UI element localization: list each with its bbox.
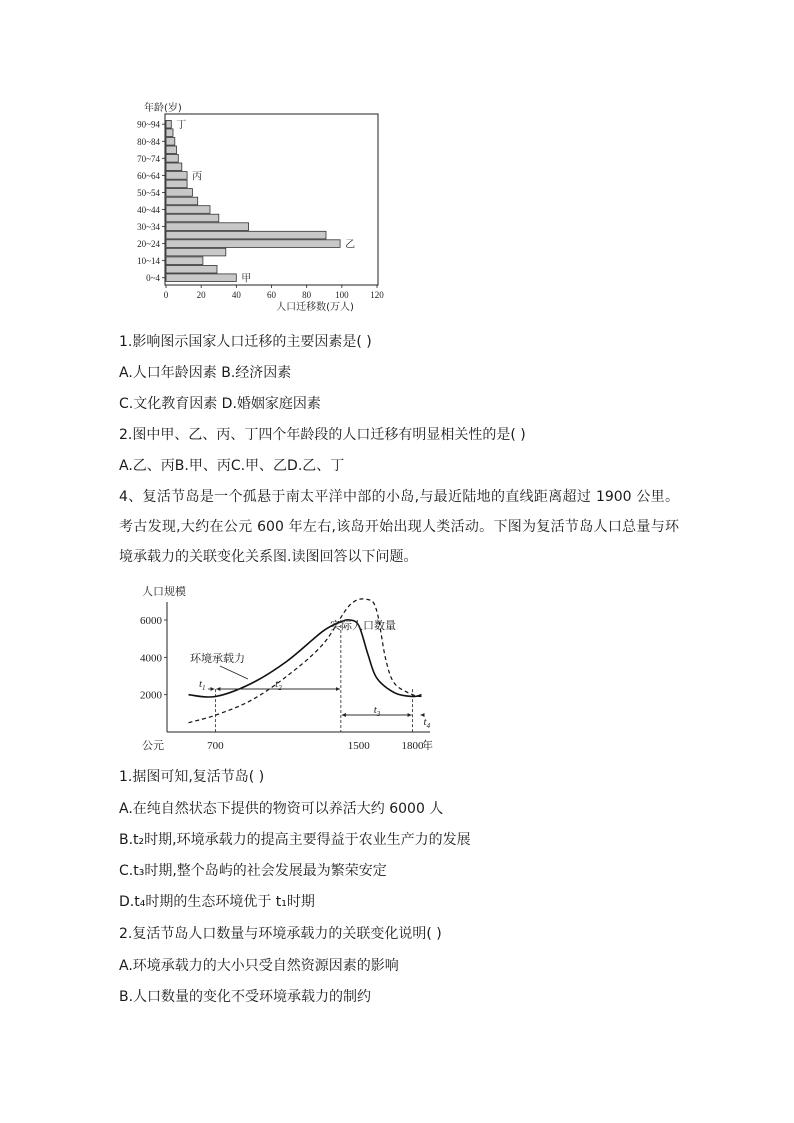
bar-20~24 xyxy=(166,240,340,248)
series-label-leader xyxy=(220,666,248,679)
period-label-t2: $t_2$ xyxy=(275,678,282,692)
bar-5~9 xyxy=(166,265,217,273)
x-tick-label: 700 xyxy=(207,740,224,752)
carrying-capacity-chart xyxy=(140,582,440,754)
bar-0~4 xyxy=(166,274,236,282)
y-tick-label: 2000 xyxy=(140,689,162,702)
bar-35~39 xyxy=(166,214,219,222)
bar-45~49 xyxy=(166,197,198,205)
question-4-2: 2.复活节岛人口数量与环境承载力的关联变化说明( ) xyxy=(119,926,442,942)
question-4-1: 1.据图可知,复活节岛( ) xyxy=(119,769,265,785)
y-tick-label: 30~34 xyxy=(137,222,160,233)
bar-40~44 xyxy=(166,206,210,214)
annotation-丁: 丁 xyxy=(176,120,187,132)
y-tick-label: 60~64 xyxy=(137,170,160,181)
question-1: 1.影响图示国家人口迁移的主要因素是( ) xyxy=(119,334,372,350)
x-tick-label: 120 xyxy=(370,290,384,300)
y-tick-label: 80~84 xyxy=(137,136,160,147)
period-label-t3: $t_3$ xyxy=(373,704,381,718)
y-tick-label: 90~94 xyxy=(137,119,160,130)
x-tick-label: 40 xyxy=(231,290,241,300)
x-tick-label: 100 xyxy=(335,290,349,300)
bar-25~29 xyxy=(166,231,326,239)
series-label-carrying-capacity: 环境承载力 xyxy=(190,652,245,665)
x-tick-label: 0 xyxy=(163,290,169,300)
question-2-options: A.乙、丙B.甲、丙C.甲、乙D.乙、丁 xyxy=(119,458,345,474)
bar-50~54 xyxy=(166,189,192,197)
bar-85~89 xyxy=(166,129,173,137)
annotation-甲: 甲 xyxy=(241,273,252,285)
question-2: 2.图中甲、乙、丙、丁四个年龄段的人口迁移有明显相关性的是( ) xyxy=(119,427,526,443)
period-label-t4: $t_4$ xyxy=(423,716,431,730)
y-tick-label: 0~4 xyxy=(146,273,160,284)
x-tick-label: 1800 xyxy=(401,740,424,752)
bar-55~59 xyxy=(166,180,187,188)
x-tick-label: 1500 xyxy=(347,740,370,752)
question-4-1-option-a: A.在纯自然状态下提供的物资可以养活大约 6000 人 xyxy=(119,801,444,817)
y-tick-label: 70~74 xyxy=(137,153,160,164)
y-tick-label: 50~54 xyxy=(137,187,160,198)
question-4-2-option-a: A.环境承载力的大小只受自然资源因素的影响 xyxy=(119,958,399,974)
chart1-ylabel: 年龄(岁) xyxy=(144,103,182,114)
question-1-options-ab: A.人口年龄因素 B.经济因素 xyxy=(119,365,292,381)
bar-65~69 xyxy=(166,163,182,171)
bar-10~14 xyxy=(166,257,203,265)
bar-30~34 xyxy=(166,223,249,231)
y-tick-label: 6000 xyxy=(140,615,162,627)
chart2-origin-label: 公元 xyxy=(142,739,164,752)
period-label-t1: $t_1$ xyxy=(198,678,206,692)
question-4-intro: 4、复活节岛是一个孤悬于南太平洋中部的小岛,与最近陆地的直线距离超过 1900 公里。考古发现,大约在公元 600 年左右,该岛开始出现人类活动。下图为复活节岛人口总量与环境承载力的关联变化关系图.读图回答以下问题。 xyxy=(119,489,679,565)
bar-60~64 xyxy=(166,172,187,180)
annotation-丙: 丙 xyxy=(192,171,203,183)
bar-15~19 xyxy=(166,248,226,256)
carrying-capacity-chart-svg xyxy=(140,582,440,754)
annotation-乙: 乙 xyxy=(345,239,356,251)
bar-70~74 xyxy=(166,155,178,163)
x-tick-label: 60 xyxy=(267,290,276,300)
question-4-1-option-d: D.t₄时期的生态环境优于 t₁时期 xyxy=(119,894,315,910)
migration-bar-chart xyxy=(130,96,394,318)
question-4-1-option-b: B.t₂时期,环境承载力的提高主要得益于农业生产力的发展 xyxy=(119,832,471,848)
y-tick-label: 40~44 xyxy=(137,204,160,215)
question-1-options-cd: C.文化教育因素 D.婚姻家庭因素 xyxy=(119,396,321,412)
chart2-ylabel: 人口规模 xyxy=(142,585,186,598)
y-tick-label: 4000 xyxy=(140,652,162,665)
y-tick-label: 10~14 xyxy=(137,256,160,267)
bar-90~94 xyxy=(166,120,171,128)
bar-80~84 xyxy=(166,138,175,146)
question-4-1-option-c: C.t₃时期,整个岛屿的社会发展最为繁荣安定 xyxy=(119,863,387,879)
chart2-xlabel: 年 xyxy=(422,739,433,752)
migration-bar-chart-svg xyxy=(130,96,394,318)
chart1-xlabel: 人口迁移数(万人) xyxy=(276,302,354,313)
bar-75~79 xyxy=(166,146,177,154)
x-tick-label: 80 xyxy=(302,290,312,300)
series-label-actual-population: 实际人口数量 xyxy=(330,619,396,632)
y-tick-label: 20~24 xyxy=(137,239,160,250)
question-4-2-option-b: B.人口数量的变化不受环境承载力的制约 xyxy=(119,989,372,1005)
x-tick-label: 20 xyxy=(196,290,206,300)
